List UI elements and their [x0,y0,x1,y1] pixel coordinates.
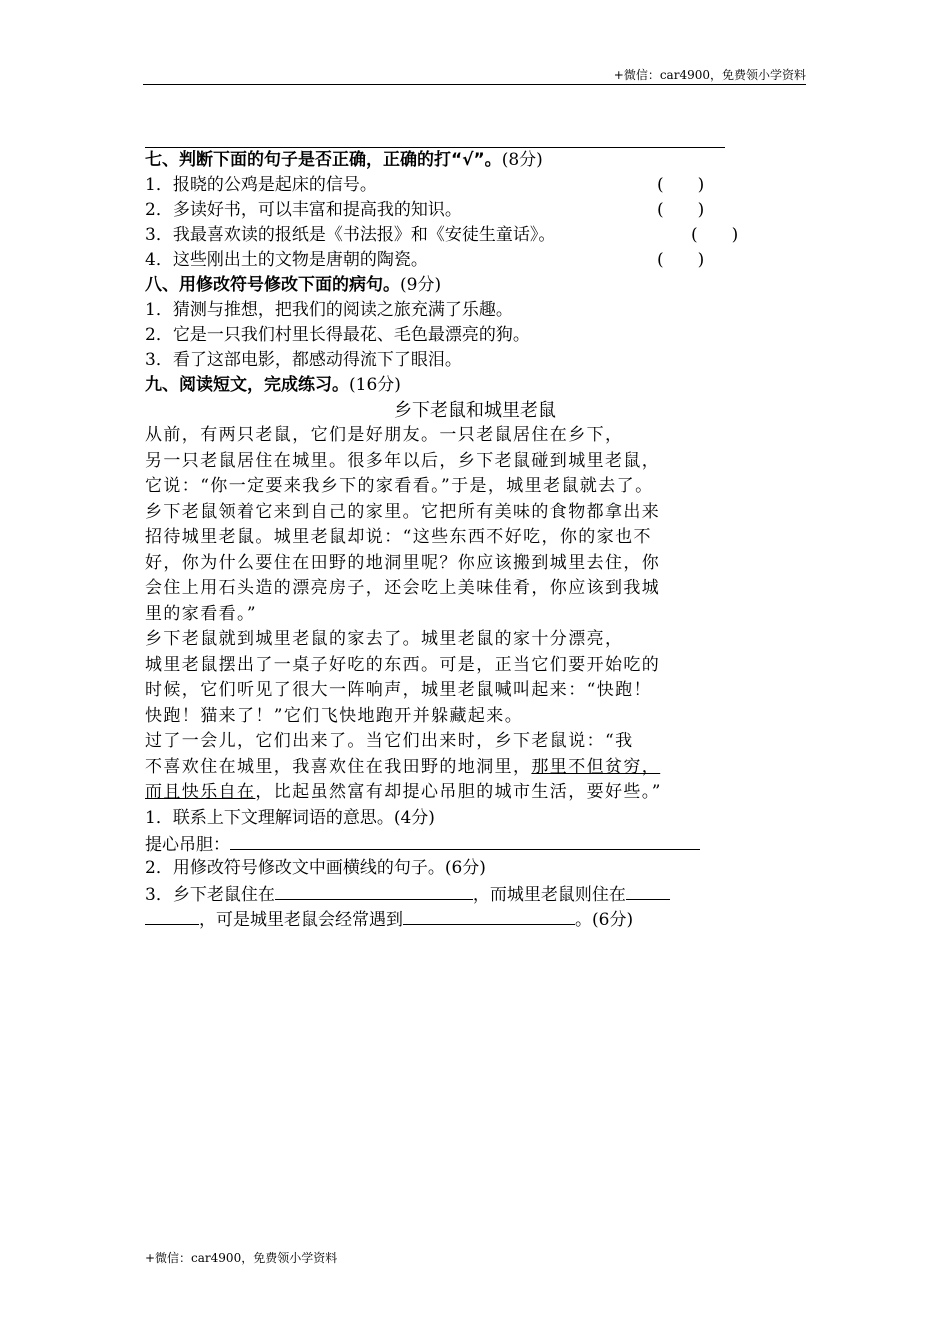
story-line: 从前，有两只老鼠，它们是好朋友。一只老鼠居住在乡下， [145,425,624,445]
answer-paren[interactable]: ( ) [657,250,705,270]
story-line-underlined-end [145,780,805,806]
section7-item-3 [145,223,805,248]
answer-paren[interactable]: ( ) [691,225,739,245]
question-1-label: 提心吊胆： [145,834,230,855]
question-3-text: 。(6分) [575,909,634,930]
story-line: 乡下老鼠就到城里老鼠的家去了。城里老鼠的家十分漂亮， [145,629,624,649]
section7-item-4 [145,248,805,273]
story-line: 乡下老鼠领着它来到自己的家里。它把所有美味的食物都拿出来 [145,501,661,522]
answer-paren[interactable]: ( ) [657,200,705,220]
story-line: 会住上用石头造的漂亮房子，还会吃上美味佳肴，你应该到我城 [145,578,661,598]
question-3-text: ，而城里老鼠则住在 [472,884,626,905]
answer-blank[interactable] [145,906,199,925]
answer-paren[interactable]: ( ) [657,175,705,195]
section7-item-2 [145,198,805,223]
section8-heading [145,273,805,298]
section8-item-1: 1．猜测与推想，把我们的阅读之旅充满了乐趣。 [145,300,513,320]
story-line: 快跑！猫来了！”它们飞快地跑开并躲藏起来。 [145,705,524,726]
story-title: 乡下老鼠和城里老鼠 [394,400,556,421]
question-1: 1．联系上下文理解词语的意思。(4分) [145,807,435,828]
question-2: 2．用修改符号修改文中画横线的句子。(6分) [145,857,486,878]
header-note: +微信：car4900，免费领小学资料 [613,68,806,82]
story-line: 它说：“你一定要来我乡下的家看看。”于是，城里老鼠就去了。 [145,476,654,496]
header-rule [143,84,806,85]
story-line-underlined-start [145,755,805,781]
section8-item-3: 3．看了这部电影，都感动得流下了眼泪。 [145,350,462,370]
answer-blank[interactable] [275,881,473,900]
footer-note: +微信：car4900，免费领小学资料 [145,1251,338,1265]
worksheet-content [145,148,805,931]
story-text: 不喜欢住在城里，我喜欢住在我田野的地洞里， [145,756,532,777]
item-text: 2．多读好书，可以丰富和提高我的知识。 [145,200,462,220]
question-3-text: 3．乡下老鼠住在 [145,884,275,905]
section7-title: 七、判断下面的句子是否正确，正确的打“√”。 [145,150,502,170]
section8-score: (9分) [400,275,442,295]
underlined-sentence: 那里不但贫穷， [531,756,661,777]
item-text: 3．我最喜欢读的报纸是《书法报》和《安徒生童话》。 [145,225,556,245]
story-line: 时候，它们听见了很大一阵响声，城里老鼠喊叫起来：“快跑！ [145,680,652,700]
story-line: 好，你为什么要住在田野的地洞里呢？你应该搬到城里去住，你 [145,552,661,573]
question-3-row-1 [145,881,805,906]
section8-item-2: 2．它是一只我们村里长得最花、毛色最漂亮的狗。 [145,325,530,345]
section7-heading [145,148,805,173]
section9-heading [145,373,805,398]
answer-blank[interactable] [626,881,670,900]
item-text: 4．这些刚出土的文物是唐朝的陶瓷。 [145,250,428,270]
answer-blank[interactable] [403,906,575,925]
section7-item-1 [145,173,805,198]
story-line: 里的家看看。” [145,603,257,624]
question-1-answer-row [145,831,805,856]
story-line: 招待城里老鼠。城里老鼠却说：“这些东西不好吃，你的家也不 [145,527,652,547]
question-3-row-2 [145,906,805,931]
story-line: 城里老鼠摆出了一桌子好吃的东西。可是，正当它们要开始吃的 [145,654,661,675]
story-line: 另一只老鼠居住在城里。很多年以后，乡下老鼠碰到城里老鼠， [145,450,661,471]
underlined-sentence: 而且快乐自在 [145,782,256,802]
story-text: ，比起虽然富有却提心吊胆的城市生活，要好些。” [255,782,662,802]
item-text: 1．报晓的公鸡是起床的信号。 [145,175,377,195]
section9-score: (16分) [349,375,401,395]
section8-title: 八、用修改符号修改下面的病句。 [145,275,400,295]
answer-blank[interactable] [230,831,700,850]
story-line: 过了一会儿，它们出来了。当它们出来时，乡下老鼠说：“我 [145,731,634,751]
question-3-text: ，可是城里老鼠会经常遇到 [199,909,403,930]
section7-score: (8分) [501,150,543,170]
section9-title: 九、阅读短文，完成练习。 [145,375,349,395]
